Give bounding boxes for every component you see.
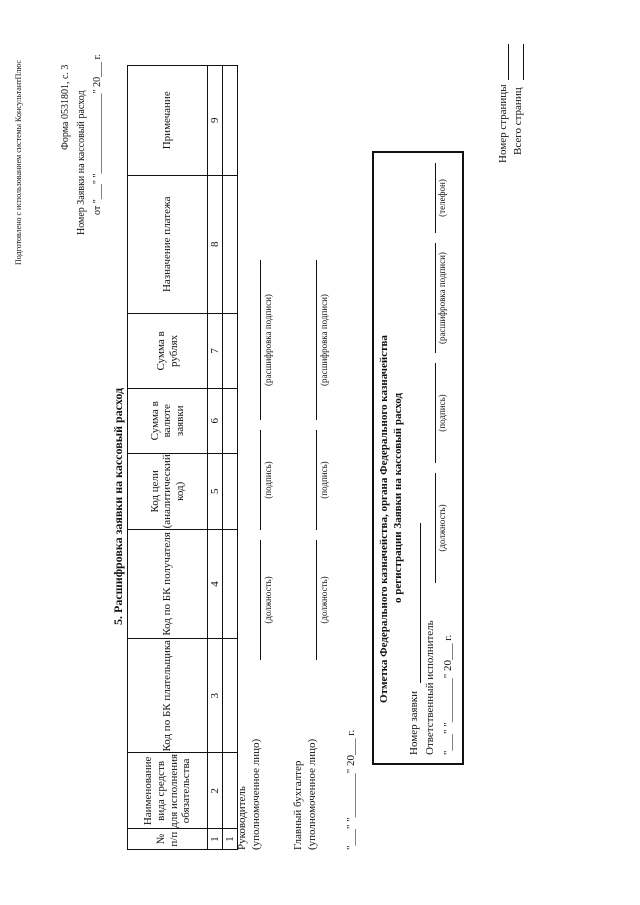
chief-label-sub: (уполномоченное лицо)	[306, 738, 318, 850]
col-number: 3	[208, 639, 223, 753]
table-cell	[223, 388, 238, 453]
table-cell	[223, 175, 238, 313]
table-cell	[223, 66, 238, 176]
chief-decode-line	[316, 260, 317, 420]
col-number: 9	[208, 66, 223, 176]
decoding-table	[127, 65, 238, 850]
col-number: 2	[208, 753, 223, 829]
col-number: 8	[208, 175, 223, 313]
col-number: 7	[208, 314, 223, 389]
table-cell	[223, 639, 238, 753]
col-number: 1	[208, 829, 223, 850]
head-decode-line	[260, 260, 261, 420]
col-header-payment-purpose: Назначение платежа	[128, 175, 208, 313]
col-header-note: Примечание	[128, 66, 208, 176]
col-number: 5	[208, 453, 223, 529]
treasury-position-line	[435, 473, 436, 583]
chief-decode-caption: (расшифровка подписи)	[319, 294, 329, 386]
page-number-label: Номер страницы	[497, 84, 509, 163]
col-number: 4	[208, 529, 223, 638]
head-signature-line	[260, 430, 261, 530]
treasury-date-line: "___" "________" 20___ г.	[442, 634, 454, 755]
total-pages-label: Всего страниц	[512, 87, 524, 155]
signature-date-line: "___" "________" 20___ г.	[345, 729, 357, 850]
treasury-request-number: Номер заявки	[408, 690, 420, 755]
treasury-decode-caption: (расшифровка подписи)	[437, 252, 447, 344]
section-title: 5. Расшифровка заявки на кассовый расход	[111, 387, 125, 625]
chief-position-line	[316, 540, 317, 660]
head-label-sub: (уполномоченное лицо)	[250, 738, 262, 850]
treasury-phone-line	[435, 163, 436, 233]
col-header-payer-code: Код по БК плательщика	[128, 639, 208, 753]
treasury-request-number-line	[420, 523, 421, 683]
head-decode-caption: (расшифровка подписи)	[263, 294, 273, 386]
form-number: Форма 0531801, с. 3	[60, 64, 71, 150]
treasury-signature-line	[435, 363, 436, 463]
table-cell	[223, 529, 238, 638]
source-note: Подготовлено с использованием системы КонсультантПлюс	[14, 60, 23, 265]
table-number-row	[208, 66, 223, 850]
head-label: Руководитель	[236, 786, 248, 850]
table-cell: 1	[223, 829, 238, 850]
col-header-amount-rub: Сумма в рублях	[128, 314, 208, 389]
treasury-position-caption: (должность)	[437, 504, 447, 552]
treasury-executor: Ответственный исполнитель	[424, 620, 436, 755]
chief-signature-line	[316, 430, 317, 530]
total-pages-line	[523, 44, 524, 80]
page-number-line	[508, 44, 509, 80]
request-number-label: Номер Заявки на кассовый расход	[76, 90, 87, 235]
treasury-subtitle: о регистрации Заявки на кассовый расход	[392, 392, 404, 603]
col-header-recipient-code: Код по БК получателя	[128, 529, 208, 638]
treasury-title: Отметка Федерального казначейства, органа Федерального казначейства	[378, 335, 390, 703]
treasury-phone-caption: (телефон)	[437, 179, 447, 217]
head-signature-caption: (подпись)	[263, 461, 273, 499]
col-number: 6	[208, 388, 223, 453]
col-header-amount-currency: Сумма в валюте заявки	[128, 388, 208, 453]
head-position-caption: (должность)	[263, 576, 273, 624]
treasury-signature-caption: (подпись)	[437, 394, 447, 432]
table-cell	[223, 314, 238, 389]
col-header-fund-type: Наименование вида средств для исполнения обязательства	[128, 753, 208, 829]
treasury-mark-box	[372, 151, 464, 765]
col-header-number: № п/п	[128, 829, 208, 850]
table-header-row	[128, 66, 208, 850]
head-position-line	[260, 540, 261, 660]
table-cell	[223, 453, 238, 529]
treasury-decode-line	[435, 243, 436, 353]
table-row	[223, 66, 238, 850]
chief-position-caption: (должность)	[319, 576, 329, 624]
chief-label: Главный бухгалтер	[292, 760, 304, 850]
chief-signature-caption: (подпись)	[319, 461, 329, 499]
request-date-line: от "___" "________________" 20___ г.	[92, 53, 103, 215]
col-header-purpose-code: Код цели (аналитический код)	[128, 453, 208, 529]
